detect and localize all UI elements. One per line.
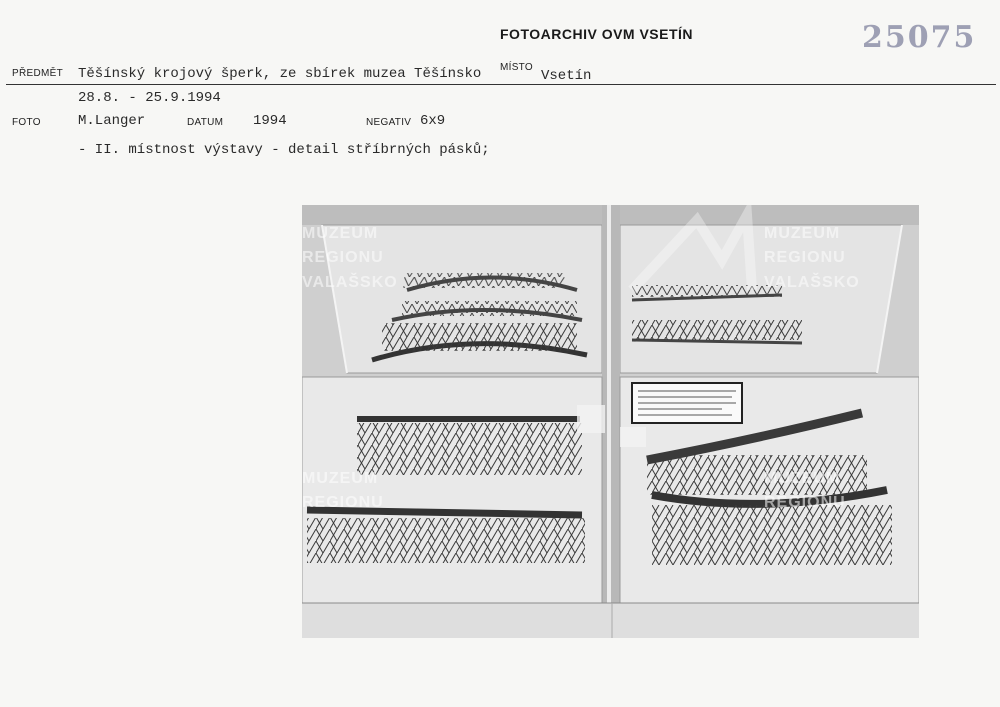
archive-number-stamp: 25075 <box>862 20 977 55</box>
watermark-line-5: REGIONU <box>764 249 846 266</box>
watermark-line-10: REGIONU <box>764 494 846 511</box>
foto-label: FOTO <box>12 117 41 128</box>
watermark-line-7: MUZEUM <box>302 470 379 487</box>
negativ-value: 6x9 <box>420 113 446 129</box>
photo-description: - II. místnost výstavy - detail stříbrných pásků; <box>78 142 490 158</box>
predmet-label: PŘEDMĚT <box>12 68 63 79</box>
watermark-line-4: MUZEUM <box>764 225 841 242</box>
watermark-line-8: REGIONU <box>302 494 384 511</box>
watermark-line-9: MUZEUM <box>764 470 841 487</box>
watermark-line-6: VALAŠSKO <box>764 274 860 291</box>
exhibition-photo <box>302 205 919 638</box>
datum-value: 1994 <box>253 113 287 129</box>
datum-label: DATUM <box>187 117 224 128</box>
watermark-line-1: MUZEUM <box>302 225 379 242</box>
misto-value: Vsetín <box>541 68 592 84</box>
watermark-line-2: REGIONU <box>302 249 384 266</box>
predmet-value: Těšínský krojový šperk, ze sbírek muzea Těšínsko <box>78 66 482 82</box>
foto-value: M.Langer <box>78 113 146 129</box>
exhibition-dates: 28.8. - 25.9.1994 <box>78 90 221 106</box>
watermark-line-3: VALAŠSKO <box>302 274 398 291</box>
form-rule <box>6 84 996 85</box>
archive-header: FOTOARCHIV OVM VSETÍN <box>500 26 694 42</box>
misto-label: MÍSTO <box>500 62 533 73</box>
negativ-label: NEGATIV <box>366 117 412 128</box>
